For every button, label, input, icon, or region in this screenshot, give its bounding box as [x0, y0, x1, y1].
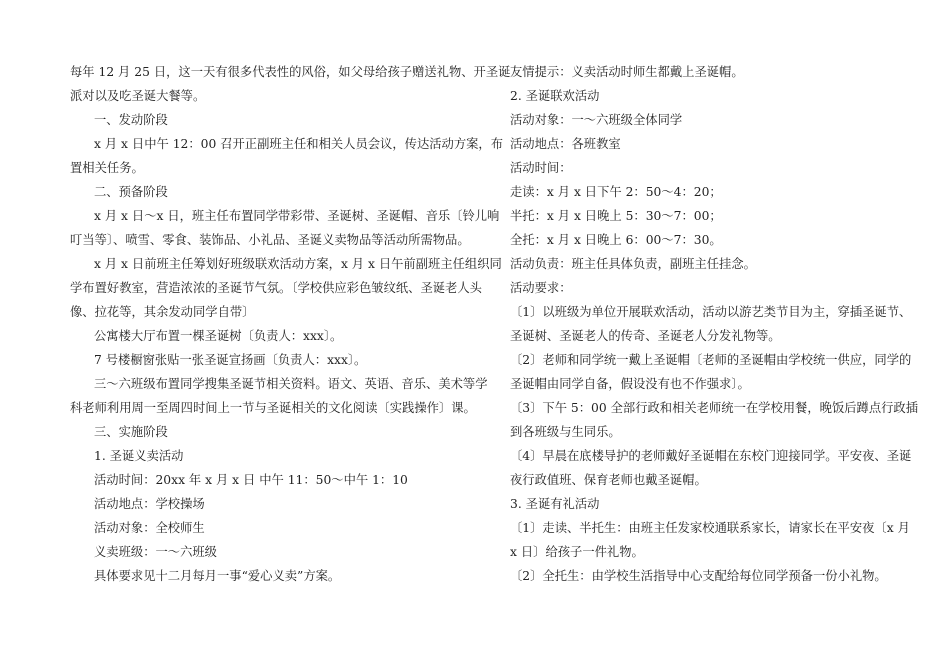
text-line: 〔1〕走读、半托生：由班主任发家校通联系家长，请家长在平安夜〔x 月: [510, 521, 910, 535]
text-line: 走读：x 月 x 日下午 2：50～4：20；: [510, 185, 722, 199]
text-line: 二、预备阶段: [94, 185, 168, 199]
text-line: 活动地点：学校操场: [94, 497, 205, 511]
text-line: 活动要求：: [510, 281, 572, 295]
text-line: x 月 x 日～x 日，班主任布置同学带彩带、圣诞树、圣诞帽、音乐〔铃儿响: [94, 209, 500, 223]
text-line: 三、实施阶段: [94, 425, 168, 439]
text-line: 像、拉花等，其余发动同学自带〕: [70, 305, 255, 319]
text-line: 派对以及吃圣诞大餐等。: [70, 89, 206, 103]
text-line: 每年 12 月 25 日，这一天有很多代表性的风俗，如父母给孩子赠送礼物、开圣诞: [70, 65, 511, 79]
text-line: 三～六班级布置同学搜集圣诞节相关资料。语文、英语、音乐、美术等学: [94, 377, 488, 391]
text-line: 〔2〕全托生：由学校生活指导中心支配给每位同学预备一份小礼物。: [510, 569, 887, 583]
text-line: 〔2〕老师和同学统一戴上圣诞帽〔老师的圣诞帽由学校统一供应，同学的: [510, 353, 912, 367]
right-column: [510, 60, 919, 588]
text-line: 全托：x 月 x 日晚上 6：00～7：30。: [510, 233, 722, 247]
text-line: 1. 圣诞义卖活动: [94, 449, 184, 463]
text-line: 圣诞帽由同学自备，假设没有也不作强求〕。: [510, 377, 750, 391]
text-line: 义卖班级：一～六班级: [94, 545, 217, 559]
text-line: 夜行政值班、保育老师也戴圣诞帽。: [510, 473, 707, 487]
text-line: 2. 圣诞联欢活动: [510, 89, 600, 103]
text-line: x 月 x 日中午 12：00 召开正副班主任和相关人员会议，传达活动方案，布: [94, 137, 504, 151]
text-line: 活动对象：一～六班级全体同学: [510, 113, 683, 127]
text-line: x 日〕给孩子一件礼物。: [510, 545, 644, 559]
text-line: 7 号楼橱窗张贴一张圣诞宣扬画〔负责人：xxx〕。: [94, 353, 367, 367]
text-line: 〔1〕以班级为单位开展联欢活动，活动以游艺类节目为主，穿插圣诞节、: [510, 305, 912, 319]
left-column: [70, 60, 511, 588]
text-line: 活动地点：各班教室: [510, 137, 621, 151]
text-line: 具体要求见十二月每月一事“爱心义卖”方案。: [94, 569, 341, 583]
text-line: 3. 圣诞有礼活动: [510, 497, 600, 511]
text-line: 学布置好教室，营造浓浓的圣诞节气氛。〔学校供应彩色皱纹纸、圣诞老人头: [70, 281, 482, 295]
text-line: 活动时间：: [510, 161, 572, 175]
text-line: 公寓楼大厅布置一棵圣诞树〔负责人：xxx〕。: [94, 329, 343, 343]
text-line: x 月 x 日前班主任筹划好班级联欢活动方案，x 月 x 日午前副班主任组织同: [94, 257, 502, 271]
text-line: 友情提示：义卖活动时师生都戴上圣诞帽。: [510, 65, 744, 79]
text-line: 活动负责：班主任具体负责，副班主任挂念。: [510, 257, 756, 271]
text-line: 圣诞树、圣诞老人的传奇、圣诞老人分发礼物等。: [510, 329, 781, 343]
text-line: 叮当等〕、喷雪、零食、装饰品、小礼品、圣诞义卖物品等活动所需物品。: [70, 233, 470, 247]
text-line: 〔3〕下午 5：00 全部行政和相关老师统一在学校用餐，晚饭后蹲点行政插: [510, 401, 919, 415]
text-line: 科老师利用周一至周四时间上一节与圣诞相关的文化阅读〔实践操作〕课。: [70, 401, 476, 415]
text-line: 置相关任务。: [70, 161, 144, 175]
text-line: 活动对象：全校师生: [94, 521, 205, 535]
text-line: 一、发动阶段: [94, 113, 168, 127]
text-line: 〔4〕早晨在底楼导护的老师戴好圣诞帽在东校门迎接同学。平安夜、圣诞: [510, 449, 912, 463]
text-line: 半托：x 月 x 日晚上 5：30～7：00；: [510, 209, 722, 223]
text-line: 到各班级与生同乐。: [510, 425, 621, 439]
text-line: 活动时间：20xx 年 x 月 x 日 中午 11：50～中午 1：10: [94, 473, 408, 487]
